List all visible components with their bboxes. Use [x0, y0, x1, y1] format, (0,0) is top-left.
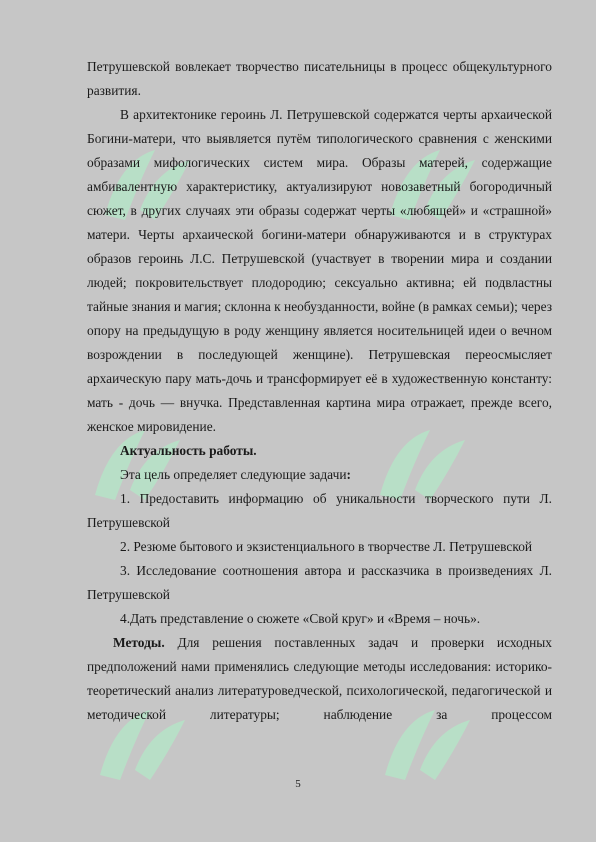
- methods-text: Для решения поставленных задач и проверки исходных предположений нами применялись следующие методы исследования: историко-теоретический анализ литературоведческой, психологической, педагогической и методической литературы; наблюдение за процессом: [87, 635, 552, 722]
- task-item-4: 4.Дать представление о сюжете «Свой круг» и «Время – ночь».: [120, 611, 481, 626]
- page-number: 5: [295, 778, 301, 790]
- tasks-intro-colon: :: [346, 467, 351, 482]
- paragraph-methods: [87, 631, 552, 727]
- paragraph-archetype: В архитектонике героинь Л. Петрушевской содержатся черты архаической Богини-матери, что выявляется путём типологического сравнения с женскими образами мифологических систем мира. Образы матерей, содержащие амбивалентную характеристику, актуализируют новозаветный богородичный сюжет, в других случаях эти образы содержат черты «любящей» и «страшной» матери. Черты архаической богини-матери обнаруживаются и в структурах образов героинь Л.С. Петрушевской (участвует в творении мира и создании людей; покровительствует плодородию; сексуально активна; ей подвластны тайные знания и магия; склонна к необузданности, войне (в рамках семьи); через опору на предыдущую в роду женщину является носительницей идеи о вечном возрождении в последующей женщине). Петрушевская переосмысляет архаическую пару мать-дочь и трансформирует её в художественную константу: мать - дочь — внучка. Представленная картина мира отражает, прежде всего, женское мировидение.: [87, 107, 552, 434]
- task-item-1: 1. Предоставить информацию об уникальности творческого пути Л. Петрушевской: [87, 491, 552, 530]
- methods-label: Методы.: [113, 635, 165, 650]
- section-heading-relevance: Актуальность работы.: [120, 443, 257, 458]
- paragraph-continuation: Петрушевской вовлекает творчество писательницы в процесс общекультурного развития.: [87, 59, 552, 98]
- task-item-2: 2. Резюме бытового и экзистенциального в творчестве Л. Петрушевской: [120, 539, 533, 554]
- tasks-intro-text: Эта цель определяет следующие задачи: [120, 467, 347, 482]
- document-body: [87, 55, 552, 727]
- task-item-3: 3. Исследование соотношения автора и рассказчика в произведениях Л. Петрушевской: [87, 563, 552, 602]
- tasks-intro: [87, 463, 552, 487]
